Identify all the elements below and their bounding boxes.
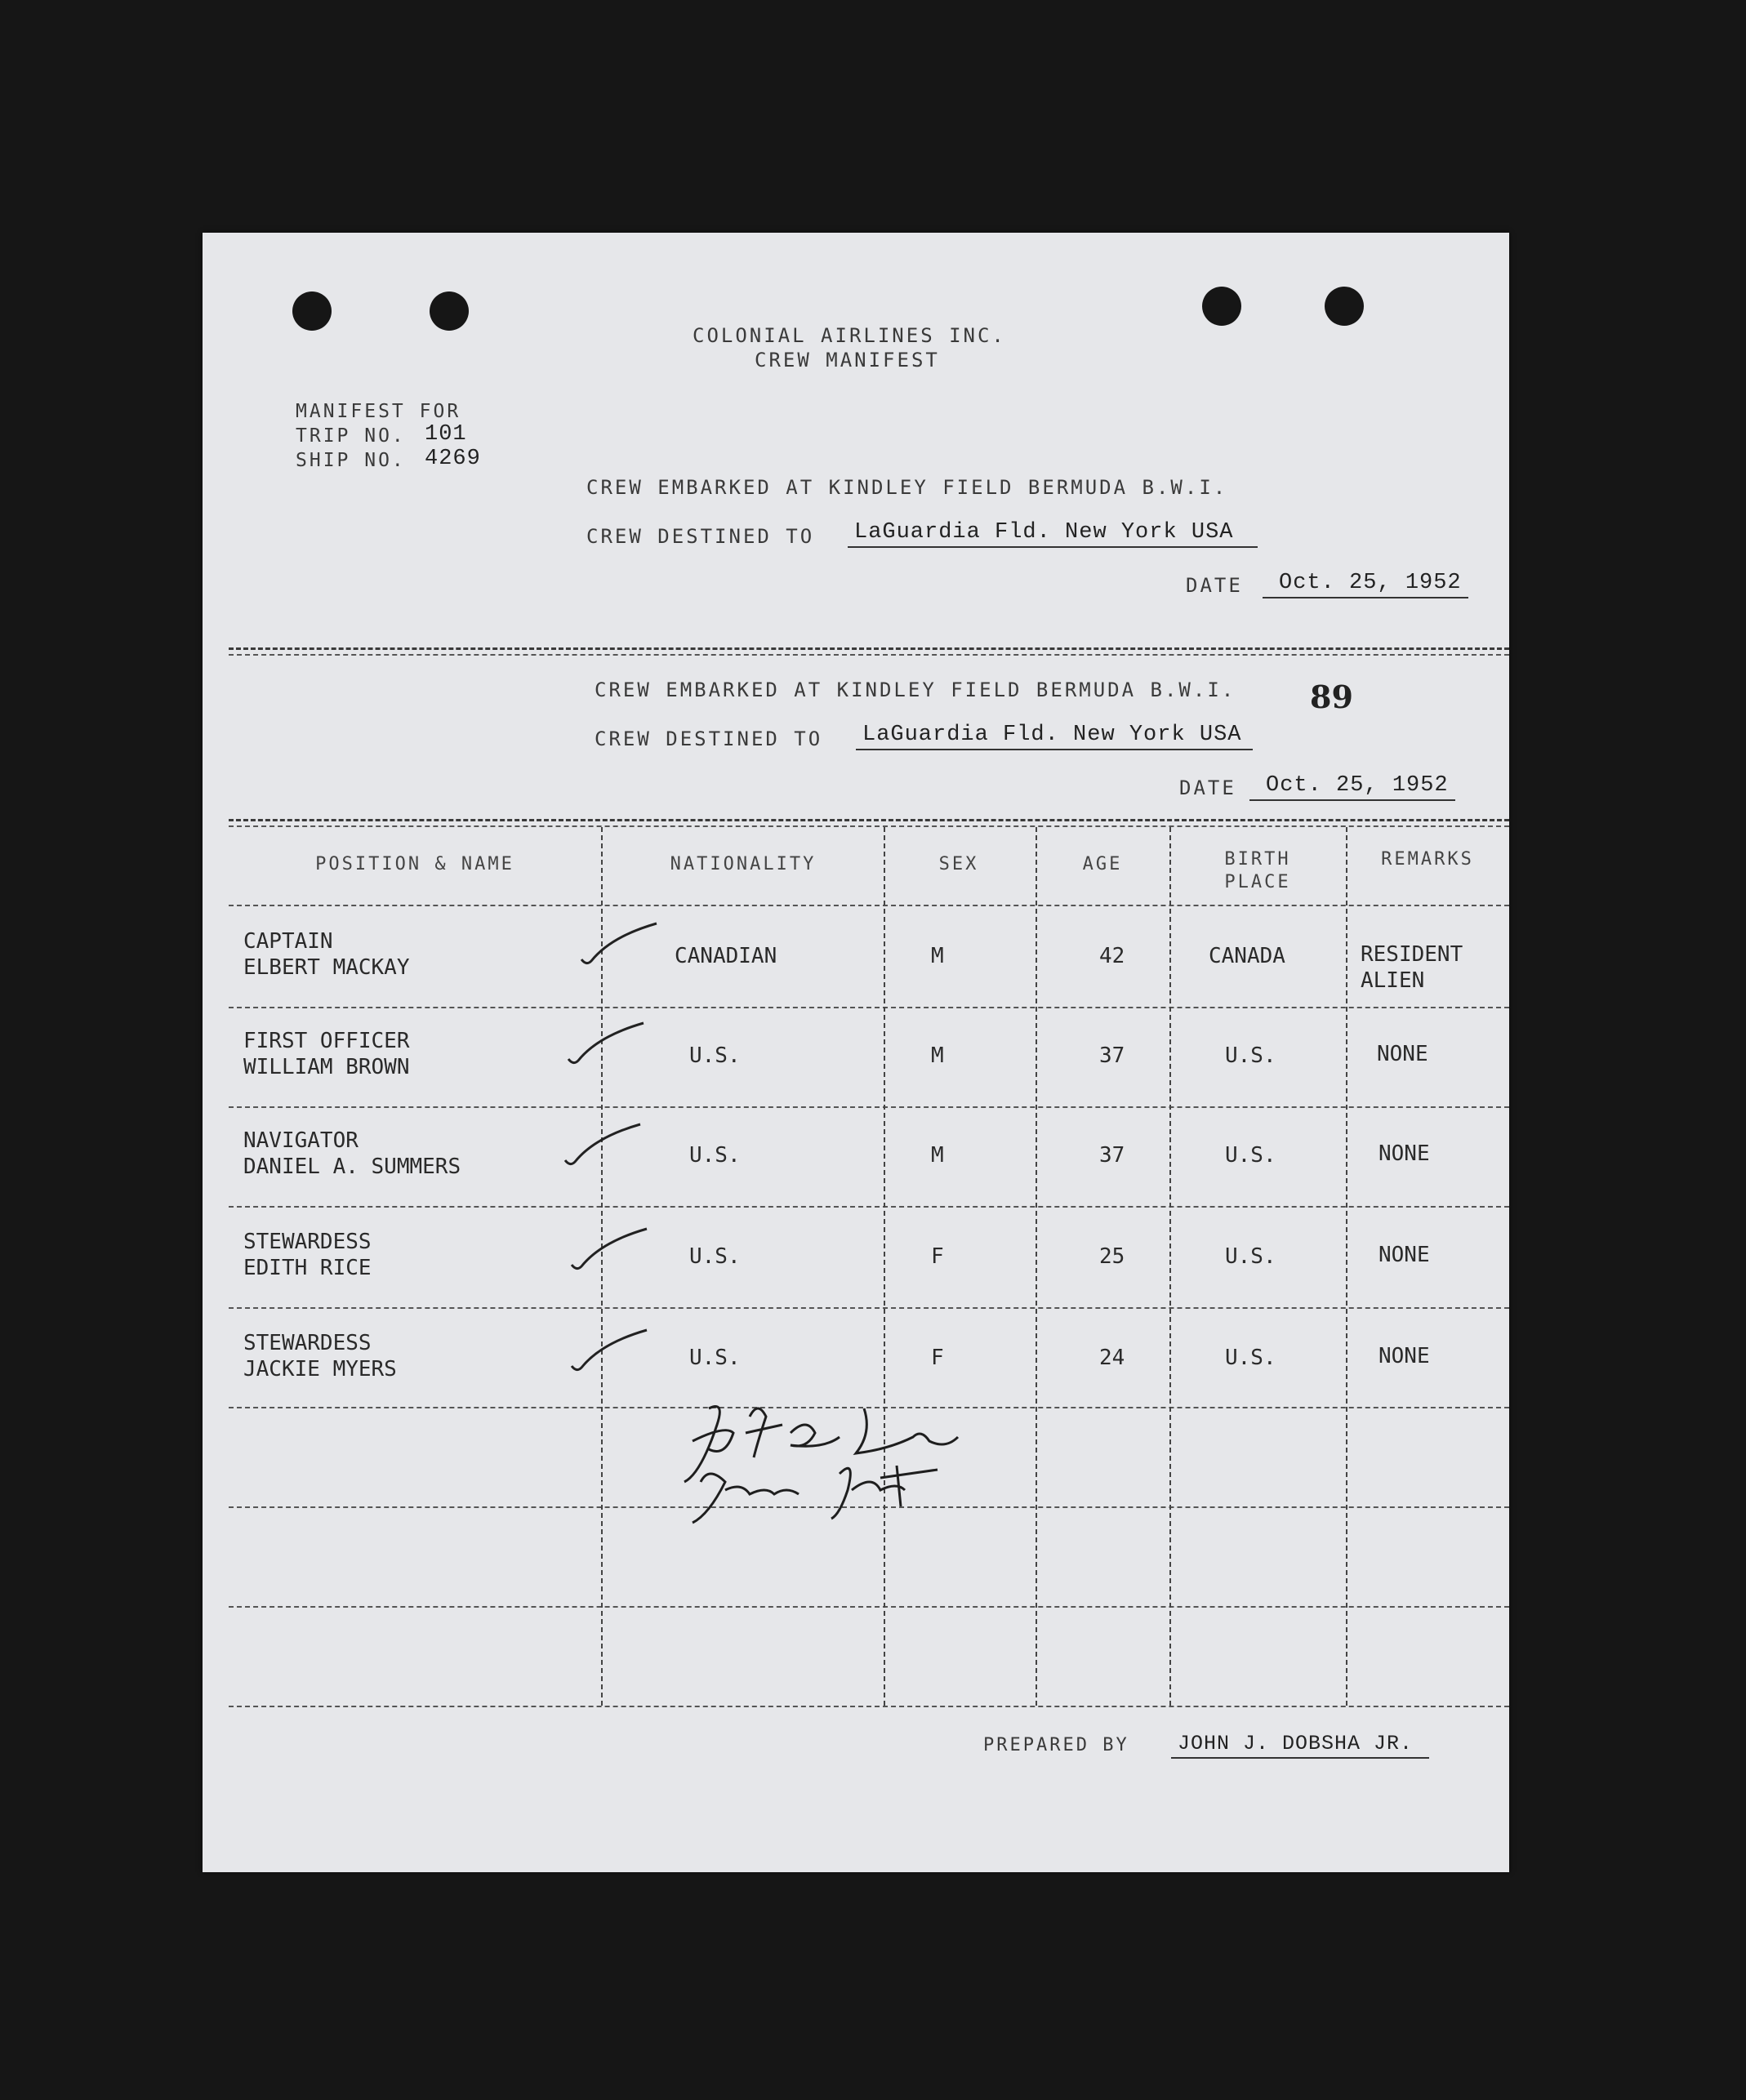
date-value: Oct. 25, 1952 (1249, 773, 1455, 801)
row-nationality: CANADIAN (675, 944, 777, 968)
ship-number: 4269 (425, 447, 481, 471)
row-remarks: NONE (1379, 1243, 1430, 1267)
row-birthplace: U.S. (1225, 1043, 1276, 1068)
row-birthplace: U.S. (1225, 1244, 1276, 1269)
row-age: 24 (1099, 1346, 1125, 1370)
row-rule (229, 1106, 1509, 1108)
inspector-signature (676, 1392, 970, 1531)
header-bottom-rule (229, 905, 1509, 906)
column-divider (884, 827, 885, 1706)
row-sex: F (931, 1346, 944, 1370)
row-position: CAPTAIN (243, 929, 333, 954)
column-divider (1346, 827, 1347, 1706)
date-value: Oct. 25, 1952 (1263, 571, 1468, 598)
punch-hole (430, 291, 469, 331)
punch-hole (1202, 287, 1241, 326)
row-sex: M (931, 944, 944, 968)
manifest-for-label: MANIFEST FOR (296, 401, 461, 422)
embarked-line: CREW EMBARKED AT KINDLEY FIELD BERMUDA B.W.I. (595, 678, 1236, 701)
row-nationality: U.S. (689, 1346, 741, 1370)
row-name: WILLIAM BROWN (243, 1055, 410, 1079)
row-age: 37 (1099, 1143, 1125, 1168)
check-mark-icon (568, 1327, 650, 1376)
row-rule (229, 1606, 1509, 1608)
page-number: 89 (1310, 678, 1353, 715)
row-nationality: U.S. (689, 1043, 741, 1068)
header-nationality: NATIONALITY (670, 854, 817, 874)
check-mark-icon (565, 1020, 647, 1069)
embarked-line: CREW EMBARKED AT KINDLEY FIELD BERMUDA B.W.I. (586, 476, 1228, 499)
column-divider (1169, 827, 1171, 1706)
date-label: DATE (1179, 776, 1236, 799)
row-rule (229, 1307, 1509, 1309)
row-name: DANIEL A. SUMMERS (243, 1155, 461, 1179)
row-nationality: U.S. (689, 1244, 741, 1269)
row-rule (229, 1007, 1509, 1008)
row-position: FIRST OFFICER (243, 1029, 410, 1053)
row-age: 37 (1099, 1043, 1125, 1068)
table-bottom-rule (229, 1706, 1509, 1707)
form-title: CREW MANIFEST (755, 349, 940, 372)
date-label: DATE (1186, 574, 1243, 597)
row-remarks: NONE (1377, 1042, 1428, 1066)
table-top-rule (229, 819, 1509, 821)
row-sex: M (931, 1143, 944, 1168)
prepared-by-value: JOHN J. DOBSHA JR. (1171, 1732, 1429, 1759)
row-name: EDITH RICE (243, 1256, 372, 1280)
trip-label: TRIP NO. (296, 425, 406, 447)
row-remarks: NONE (1379, 1141, 1430, 1166)
company-name: COLONIAL AIRLINES INC. (693, 324, 1006, 347)
row-name: JACKIE MYERS (243, 1357, 397, 1381)
destined-label: CREW DESTINED TO (595, 727, 823, 750)
row-remarks: RESIDENT ALIEN (1361, 942, 1463, 993)
destination-value: LaGuardia Fld. New York USA (856, 723, 1253, 750)
column-divider (1036, 827, 1037, 1706)
header-sex: SEX (938, 854, 979, 874)
header-age: AGE (1082, 854, 1123, 874)
row-age: 42 (1099, 944, 1125, 968)
row-age: 25 (1099, 1244, 1125, 1269)
row-position: STEWARDESS (243, 1230, 372, 1254)
check-mark-icon (578, 920, 660, 969)
table-top-rule (229, 825, 1509, 827)
row-name: ELBERT MACKAY (243, 955, 410, 980)
destination-value: LaGuardia Fld. New York USA (848, 520, 1258, 548)
header-birthplace: BIRTH PLACE (1224, 849, 1291, 892)
row-remarks: NONE (1379, 1344, 1430, 1368)
prepared-by-label: PREPARED BY (983, 1735, 1129, 1755)
row-sex: F (931, 1244, 944, 1269)
row-position: STEWARDESS (243, 1331, 372, 1355)
check-mark-icon (568, 1226, 650, 1275)
destined-label: CREW DESTINED TO (586, 525, 815, 548)
row-sex: M (931, 1043, 944, 1068)
row-rule (229, 1206, 1509, 1208)
trip-number: 101 (425, 422, 467, 447)
row-nationality: U.S. (689, 1143, 741, 1168)
row-birthplace: U.S. (1225, 1143, 1276, 1168)
punch-hole (1325, 287, 1364, 326)
manifest-page (203, 233, 1509, 1872)
header-remarks: REMARKS (1381, 849, 1474, 870)
check-mark-icon (562, 1121, 644, 1170)
ship-label: SHIP NO. (296, 450, 406, 471)
divider (229, 654, 1509, 656)
row-birthplace: U.S. (1225, 1346, 1276, 1370)
row-position: NAVIGATOR (243, 1128, 359, 1153)
row-birthplace: CANADA (1209, 944, 1285, 968)
punch-hole (292, 291, 332, 331)
divider (229, 647, 1509, 650)
header-position-name: POSITION & NAME (315, 854, 514, 874)
